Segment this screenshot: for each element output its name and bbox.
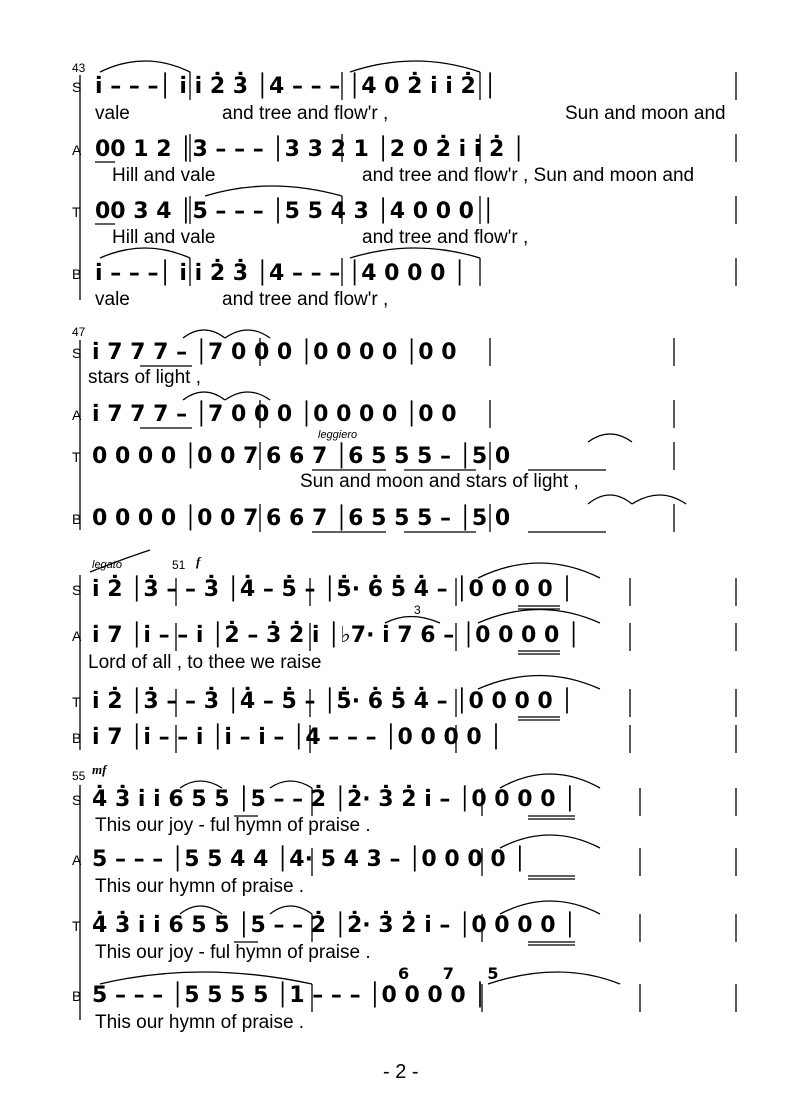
notes-line: 00 1 2 │3 – – – │3 3 2 1 │2 0 2̇ i̇ i̇ 2̇ │ [95, 137, 526, 162]
voice-label: A [72, 142, 82, 158]
measure-number: 47 [72, 325, 86, 339]
notes-line: i̇ – – –│ i̇ i̇ 2̇ 3̇ │4 – – – │4 0 0 0 │ [95, 261, 467, 286]
voice-label: B [72, 266, 82, 282]
voice-label: S [72, 792, 82, 808]
voice-label: S [72, 582, 82, 598]
notes-line: 4̇ 3̇ i̇ i̇ 6 5 5 │5 – – 2̇ │2̇· 3̇ 2̇ i̇ – │0 0 0 0 │ [92, 913, 577, 938]
lyrics-line: This our joy - ful hymn of praise . [95, 942, 371, 963]
voice-label: A [72, 407, 82, 423]
notes-line: 5 – – – │5 5 5 5 │1 – – – │0 0 0 0 │ [92, 983, 487, 1008]
voice-label: B [72, 730, 82, 746]
voice-label: B [72, 511, 82, 527]
triplet-mark: 3 [414, 603, 421, 617]
lyrics-line: This our joy - ful hymn of praise . [95, 815, 371, 836]
notes-line: i̇ 7 7 7 – │7 0 0 0 │0 0 0 0 │0 0 [92, 402, 457, 427]
notes-line: 00 3 4 │5 – – – │5 5 4 3 │4 0 0 0 │ [95, 199, 495, 224]
lyrics-line: This our hymn of praise . [95, 1012, 305, 1033]
expression-mark: legato [92, 559, 122, 571]
notes-line: i̇ 2̇ │3̇ – – 3̇ │4̇ – 5̇ – │5̇· 6̇ 5̇ 4̇ – │0 0 0 0 │ [92, 689, 574, 714]
measure-number: 55 [72, 769, 86, 783]
voice-label: T [72, 449, 81, 465]
notes-line: 0 0 0 0 │0 0 7 6 6 7 │6 5 5 5 – │5 0 [92, 506, 511, 531]
dynamic-mark: mf [92, 762, 107, 777]
lyrics-line: Sun and moon and [565, 103, 726, 124]
lyrics-line: stars of light , [88, 367, 201, 388]
notes-line: i̇ 7 │i̇ – – i̇ │i̇ – i̇ – │4 – – – │0 0 0 0 │ [92, 725, 503, 750]
voice-label: T [72, 204, 81, 220]
notes-line: i̇ – – –│ i̇ i̇ 2̇ 3̇ │4 – – – │4 0 2̇ i̇ i̇ 2̇ │ [95, 74, 497, 99]
lyrics-line: vale [95, 103, 130, 124]
notes-line: 0 0 0 0 │0 0 7 6 6 7 │6 5 5 5 – │5 0 [92, 444, 511, 469]
notes-line: i̇ 7 7 7 – │7 0 0 0 │0 0 0 0 │0 0 [92, 340, 457, 365]
lyrics-line: vale [95, 289, 130, 310]
lyrics-line: and tree and flow'r , Sun and moon and [362, 165, 695, 186]
lyrics-line: Hill and vale [112, 165, 216, 186]
voice-label: T [72, 918, 81, 934]
expression-mark: leggiero [318, 429, 358, 441]
measure-number: 51 [172, 558, 186, 572]
voice-label: B [72, 988, 82, 1004]
lyrics-line: Hill and vale [112, 227, 216, 248]
voice-label: A [72, 628, 82, 644]
lyrics-line: and tree and flow'r , [362, 227, 529, 248]
voice-label: S [72, 345, 82, 361]
voice-label: T [72, 694, 81, 710]
bass-chord-notes: 6 7 5 [398, 964, 499, 983]
page-number: - 2 - [383, 1061, 419, 1083]
lyrics-line: and tree and flow'r , [222, 103, 389, 124]
lyrics-line: Lord of all , to thee we raise [88, 652, 322, 673]
notes-line: i̇ 2̇ │3̇ – – 3̇ │4̇ – 5̇ – │5̇· 6̇ 5̇ 4̇ – │0 0 0 0 │ [92, 577, 574, 602]
voice-label: S [72, 79, 82, 95]
notes-line: 4̇ 3̇ i̇ i̇ 6 5 5 │5 – – 2̇ │2̇· 3̇ 2̇ i̇ – │0 0 0 0 │ [92, 787, 577, 812]
measure-number: 43 [72, 61, 86, 75]
notes-line: 5 – – – │5 5 4 4 │4· 5 4 3 – │0 0 0 0 │ [92, 847, 527, 872]
lyrics-line: This our hymn of praise . [95, 876, 305, 897]
notes-line: i̇ 7 │i̇ – – i̇ │2̇ – 3̇ 2̇ i̇ │♭7· i̇ 7 6 – │0 0 0 0 │ [92, 623, 581, 648]
dynamic-mark: f [196, 554, 201, 569]
lyrics-line: and tree and flow'r , [222, 289, 389, 310]
voice-label: A [72, 852, 82, 868]
lyrics-line: Sun and moon and stars of light , [300, 471, 579, 492]
